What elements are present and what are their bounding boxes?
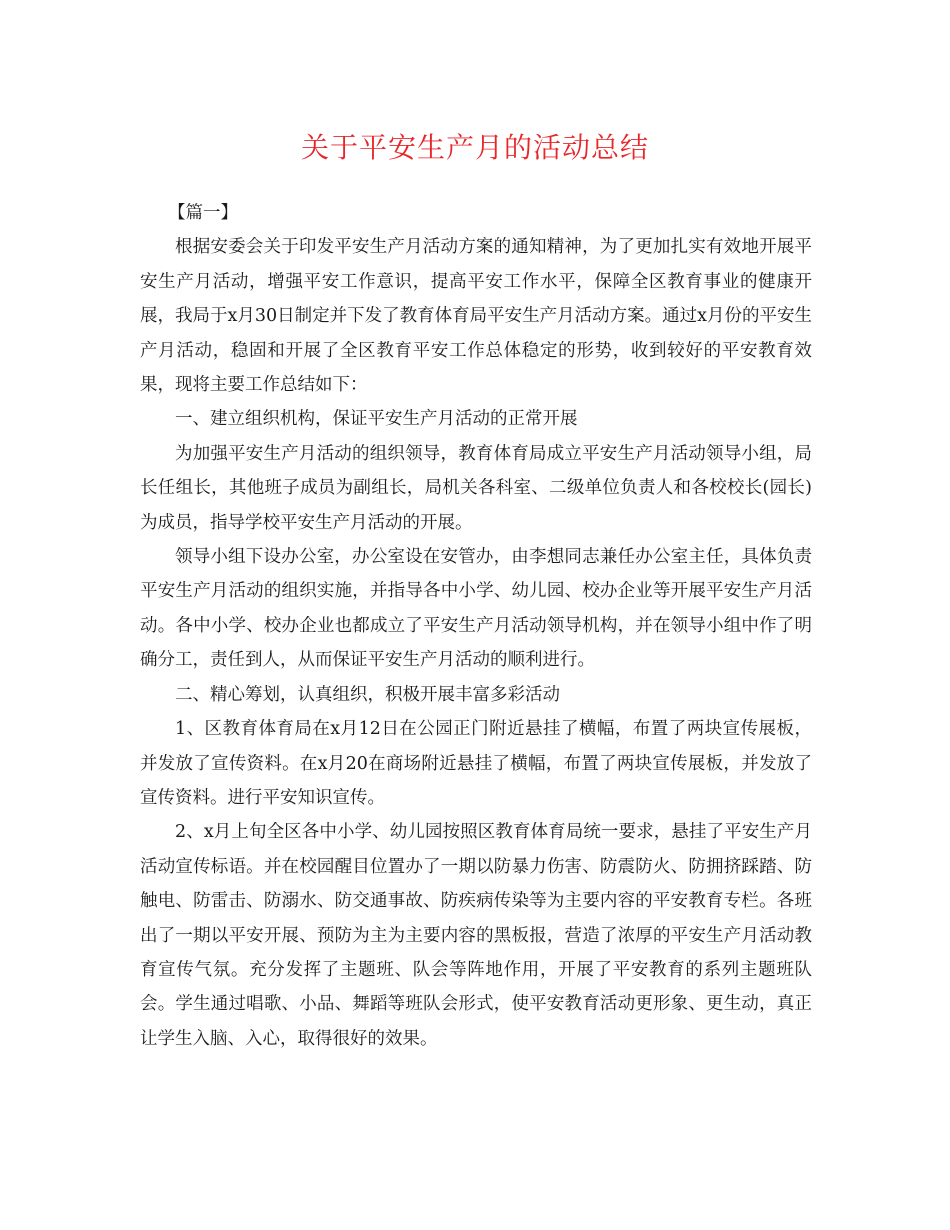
document-title: 关于平安生产月的活动总结 [300,131,649,164]
heading-section-1: 一、建立组织机构，保证平安生产月活动的正常开展 [175,409,578,430]
paragraph: 2、x月上旬全区各中小学、幼儿园按照区教育体育局统一要求，悬挂了平安生产月活动宣传标语。并在校园醒目位置办了一期以防暴力伤害、防震防火、防拥挤踩踏、防触电、防雷击、防溺水、防交通事故、防疾病传染等为主要内容的平安教育专栏。各班出了一期以平安开展、预防为主为主要内容的黑板报，营造了浓厚的平安生产月活动教育宣传气氛。充分发挥了主题班、队会等阵地作用，开展了平安教育的系列主题班队会。学生通过唱歌、小品、舞蹈等班队会形式，使平安教育活动更形象、更生动，真正让学生入脑、入心，取得很好的效果。 [140,822,812,1049]
section-label: 【篇一】 [168,203,238,223]
paragraph-intro: 根据安委会关于印发平安生产月活动方案的通知精神，为了更加扎实有效地开展平安生产月活动，增强平安工作意识，提高平安工作水平，保障全区教育事业的健康开展，我局于x月30日制定并下发了教育体育局平安生产月活动方案。通过x月份的平安生产月活动，稳固和开展了全区教育平安工作总体稳定的形势，收到较好的平安教育效果，现将主要工作总结如下： [140,237,813,396]
heading-section-2: 二、精心筹划，认真组织，积极开展丰富多彩活动 [175,684,560,705]
document-body [140,196,812,1056]
paragraph: 领导小组下设办公室，办公室设在安管办，由李想同志兼任办公室主任，具体负责平安生产月活动的组织实施，并指导各中小学、幼儿园、校办企业等开展平安生产月活动。各中小学、校办企业也都成立了平安生产月活动领导机构，并在领导小组中作了明确分工，责任到人，从而保证平安生产月活动的顺利进行。 [140,547,812,671]
paragraph: 为加强平安生产月活动的组织领导，教育体育局成立平安生产月活动领导小组，局长任组长，其他班子成员为副组长，局机关各科室、二级单位负责人和各校校长(园长)为成员，指导学校平安生产月活动的开展。 [140,443,812,533]
paragraph: 1、区教育体育局在x月12日在公园正门附近悬挂了横幅，布置了两块宣传展板，并发放了宣传资料。在x月20在商场附近悬挂了横幅，布置了两块宣传展板，并发放了宣传资料。进行平安知识宣传。 [140,719,812,808]
